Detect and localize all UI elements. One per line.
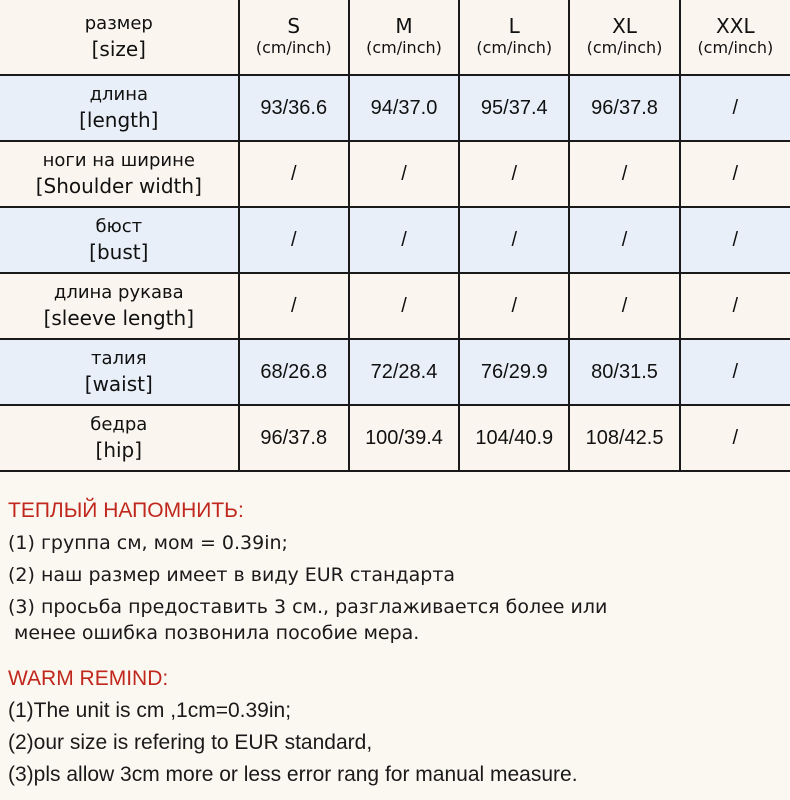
table-row-hip — [0, 405, 790, 471]
row-label-ru: ноги на ширине — [42, 150, 195, 171]
table-cell: / — [569, 141, 679, 207]
row-label-en: [sleeve length] — [43, 306, 195, 330]
table-cell: / — [680, 273, 790, 339]
table-cell: 95/37.4 — [459, 75, 569, 141]
header-size-xxl — [680, 0, 790, 75]
size-name: S — [287, 14, 301, 38]
table-row-waist — [0, 339, 790, 405]
notes-en-title: WARM REMIND: — [8, 667, 169, 690]
notes-en-line: (2)our size is refering to EUR standard, — [8, 731, 373, 754]
header-size-m — [349, 0, 459, 75]
row-label-cell — [0, 273, 239, 339]
table-cell: / — [459, 207, 569, 273]
notes-russian — [8, 498, 783, 646]
table-cell: 94/37.0 — [349, 75, 459, 141]
notes-ru-line: (2) наш размер имеет в виду EUR стандарта — [8, 564, 456, 586]
table-cell: 93/36.6 — [239, 75, 349, 141]
notes-ru-line: (1) группа см, мом = 0.39in; — [8, 532, 288, 554]
table-cell: / — [569, 207, 679, 273]
table-cell: 96/37.8 — [239, 405, 349, 471]
row-label-ru: бедра — [90, 414, 148, 435]
notes-en-line: (3)pls allow 3cm more or less error rang for manual measure. — [8, 763, 578, 786]
notes-english — [8, 666, 783, 788]
table-cell: / — [239, 273, 349, 339]
row-label-en: [bust] — [89, 240, 149, 264]
row-label-ru: длина — [89, 84, 149, 105]
table-row-sleeve-length — [0, 273, 790, 339]
table-cell: 100/39.4 — [349, 405, 459, 471]
table-row-length — [0, 75, 790, 141]
size-name: L — [508, 14, 520, 38]
row-label-en: [length] — [79, 108, 159, 132]
table-cell: / — [349, 141, 459, 207]
table-cell: / — [349, 273, 459, 339]
table-cell: / — [680, 405, 790, 471]
notes-ru-line: менее ошибка позвонила пособие мера. — [14, 622, 420, 644]
table-cell: / — [349, 207, 459, 273]
row-label-cell — [0, 75, 239, 141]
table-header-row — [0, 0, 790, 75]
size-unit: (cm/inch) — [586, 38, 663, 57]
size-name: XXL — [716, 14, 755, 38]
header-label-ru: размер — [84, 13, 153, 34]
size-name: M — [395, 14, 413, 38]
table-cell: 96/37.8 — [569, 75, 679, 141]
row-label-ru: талия — [91, 348, 147, 369]
row-label-cell — [0, 339, 239, 405]
header-label-cell — [0, 0, 239, 75]
table-cell: 80/31.5 — [569, 339, 679, 405]
table-cell: 68/26.8 — [239, 339, 349, 405]
row-label-ru: бюст — [95, 216, 143, 237]
row-label-cell — [0, 141, 239, 207]
table-row-bust — [0, 207, 790, 273]
table-cell: / — [569, 273, 679, 339]
table-cell: / — [680, 339, 790, 405]
table-cell: 104/40.9 — [459, 405, 569, 471]
size-unit: (cm/inch) — [366, 38, 442, 57]
row-label-en: [waist] — [84, 372, 153, 396]
row-label-en: [hip] — [95, 438, 143, 462]
header-label-en: [size] — [91, 37, 146, 61]
row-label-cell — [0, 405, 239, 471]
header-size-s — [239, 0, 349, 75]
table-cell: / — [680, 141, 790, 207]
table-cell: 72/28.4 — [349, 339, 459, 405]
size-unit: (cm/inch) — [697, 38, 774, 57]
size-name: XL — [612, 14, 637, 38]
notes-ru-line: (3) просьба предоставить 3 см., разглаживается более или — [8, 596, 608, 618]
table-row-shoulder-width — [0, 141, 790, 207]
row-label-en: [Shoulder width] — [35, 174, 202, 198]
header-size-xl — [569, 0, 679, 75]
notes-ru-title: ТЕПЛЫЙ НАПОМНИТЬ: — [8, 499, 244, 522]
table-cell: / — [680, 207, 790, 273]
table-cell: / — [239, 141, 349, 207]
table-cell: / — [459, 273, 569, 339]
header-size-l — [459, 0, 569, 75]
table-cell: / — [680, 75, 790, 141]
table-cell: / — [459, 141, 569, 207]
size-unit: (cm/inch) — [255, 38, 332, 57]
table-cell: 76/29.9 — [459, 339, 569, 405]
row-label-ru: длина рукава — [53, 282, 184, 303]
table-cell: / — [239, 207, 349, 273]
size-unit: (cm/inch) — [476, 38, 553, 57]
table-cell: 108/42.5 — [569, 405, 679, 471]
notes-en-line: (1)The unit is cm ,1cm=0.39in; — [8, 699, 292, 722]
row-label-cell — [0, 207, 239, 273]
